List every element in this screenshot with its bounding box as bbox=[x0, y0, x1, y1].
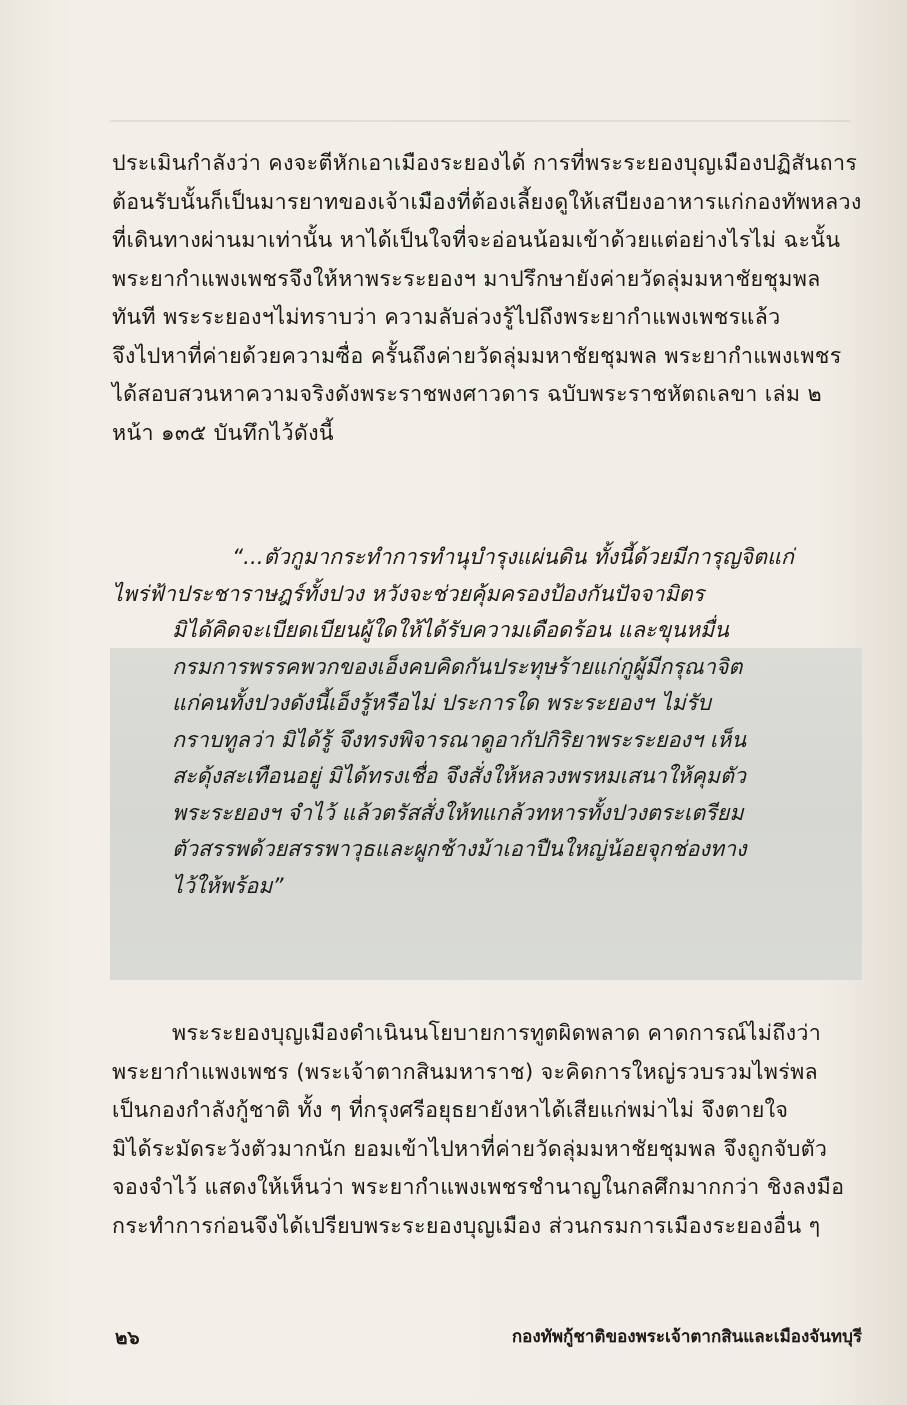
text-line: มิได้ระมัดระวังตัวมากนัก ยอมเข้าไปหาที่ค่ายวัดลุ่มมหาชัยชุมพล จึงถูกจับตัว bbox=[112, 1136, 828, 1162]
text-line: จองจำไว้ แสดงให้เห็นว่า พระยากำแพงเพชรชำนาญในกลศึกมากกว่า ชิงลงมือ bbox=[112, 1175, 845, 1200]
quote-line: กรมการพรรคพวกของเอ็งคบคิดกันประทุษร้ายแก่กูผู้มีกรุณาจิต bbox=[172, 654, 743, 680]
quote-line: พระระยองฯ จำไว้ แล้วตรัสสั่งให้ทแกล้วทหารทั้งปวงตระเตรียม bbox=[172, 800, 744, 826]
quote-line: “...ตัวกูมากระทำการทำนุบำรุงแผ่นดิน ทั้งนี้ด้วยมีการุญจิตแก่ bbox=[232, 545, 794, 570]
quote-line: ไว้ให้พร้อม” bbox=[172, 873, 284, 899]
paragraph-2 bbox=[112, 1015, 872, 1246]
text-line: เป็นกองกำลังกู้ชาติ ทั้ง ๆ ที่กรุงศรีอยุธยายังหาได้เสียแก่พม่าไม่ จึงตายใจ bbox=[112, 1098, 789, 1123]
page-number: ๒๖ bbox=[115, 1327, 140, 1349]
text-line: ทันที พระระยองฯไม่ทราบว่า ความลับล่วงรู้ไปถึงพระยากำแพงเพชรแล้ว bbox=[112, 305, 781, 330]
text-line: พระระยองบุญเมืองดำเนินนโยบายการทูตผิดพลาด คาดการณ์ไม่ถึงว่า bbox=[172, 1021, 822, 1046]
quote-line: มิได้คิดจะเบียดเบียนผู้ใดให้ได้รับความเดือดร้อน และขุนหมื่น bbox=[172, 618, 729, 643]
text-line: ที่เดินทางผ่านมาเท่านั้น หาได้เป็นใจที่จะอ่อนน้อมเข้าด้วยแต่อย่างไรไม่ ฉะนั้น bbox=[112, 228, 841, 253]
quote-line: ตัวสรรพด้วยสรรพาวุธและผูกช้างม้าเอาปืนใหญ่น้อยจุกช่องทาง bbox=[172, 837, 747, 862]
quote-line: สะดุ้งสะเทือนอยู่ มิได้ทรงเชื่อ จึงสั่งให้หลวงพรหมเสนาให้คุมตัว bbox=[172, 764, 747, 789]
text-line: ประเมินกำลังว่า คงจะตีหักเอาเมืองระยองได้ การที่พระระยองบุญเมืองปฏิสันถาร bbox=[112, 151, 858, 176]
text-line: พระยากำแพงเพชร (พระเจ้าตากสินมหาราช) จะคิดการใหญ่รวบรวมไพร่พล bbox=[112, 1059, 819, 1085]
paragraph-1 bbox=[112, 145, 872, 453]
chronicle-quote bbox=[112, 540, 842, 905]
quote-line: กราบทูลว่า มิได้รู้ จึงทรงพิจารณาดูอากัปกิริยาพระระยองฯ เห็น bbox=[172, 727, 747, 753]
text-line: ต้อนรับนั้นก็เป็นมารยาทของเจ้าเมืองที่ต้องเลี้ยงดูให้เสบียงอาหารแก่กองทัพหลวง bbox=[112, 189, 862, 215]
text-line: พระยากำแพงเพชรจึงให้หาพระระยองฯ มาปรึกษายังค่ายวัดลุ่มมหาชัยชุมพล bbox=[112, 266, 821, 292]
text-line: หน้า ๑๓๕ บันทึกไว้ดังนี้ bbox=[112, 420, 334, 446]
quote-line: ไพร่ฟ้าประชาราษฎร์ทั้งปวง หวังจะช่วยคุ้มครองป้องกันปัจจามิตร bbox=[112, 581, 705, 607]
running-footer-title: กองทัพกู้ชาติของพระเจ้าตากสินและเมืองจันทบุรี bbox=[511, 1327, 862, 1347]
text-line: กระทำการก่อนจึงได้เปรียบพระระยองบุญเมือง ส่วนกรมการเมืองระยองอื่น ๆ bbox=[112, 1213, 821, 1239]
quote-line: แก่คนทั้งปวงดังนี้เอ็งรู้หรือไม่ ประการใด พระระยองฯ ไม่รับ bbox=[172, 691, 711, 716]
text-line: จึงไปหาที่ค่ายด้วยความซื่อ ครั้นถึงค่ายวัดลุ่มมหาชัยชุมพล พระยากำแพงเพชร bbox=[112, 343, 842, 369]
show-through-line bbox=[110, 120, 850, 122]
text-line: ได้สอบสวนหาความจริงดังพระราชพงศาวดาร ฉบับพระราชหัตถเลขา เล่ม ๒ bbox=[112, 382, 822, 407]
